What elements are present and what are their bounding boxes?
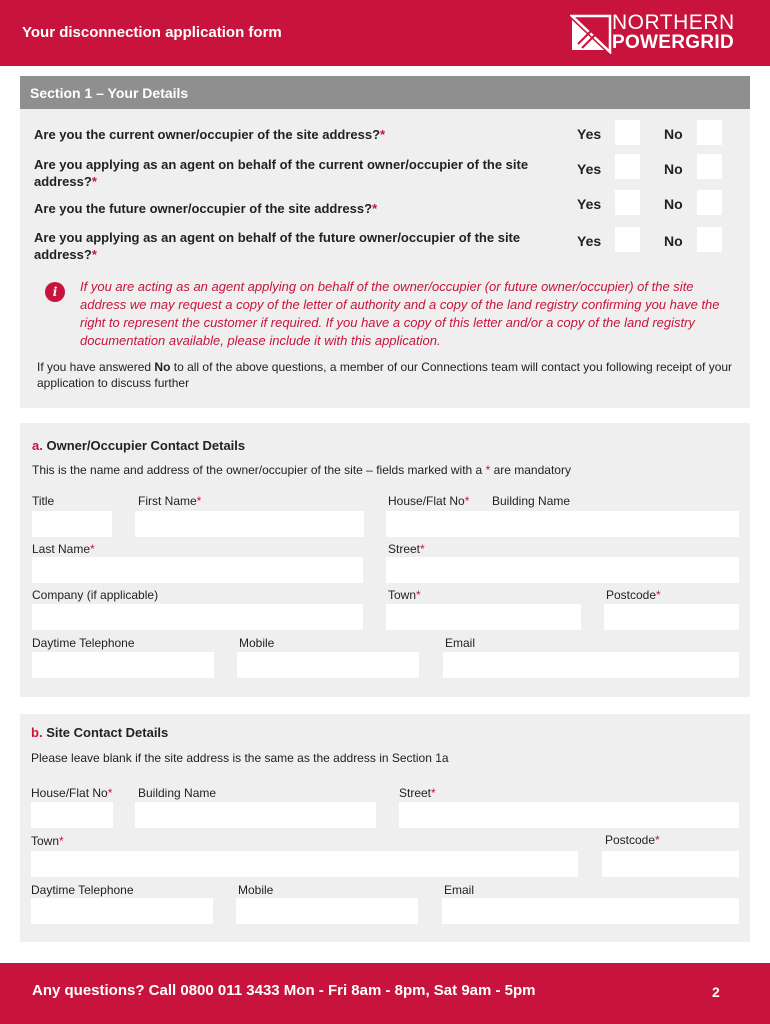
building-name-label: Building Name — [492, 494, 571, 508]
q4-no-checkbox[interactable] — [697, 227, 722, 252]
owner-title-input[interactable] — [32, 511, 112, 537]
owner-mobile-input[interactable] — [237, 652, 419, 678]
logo-mark-icon — [570, 14, 612, 54]
site-postcode-input[interactable] — [602, 851, 739, 877]
answered-no-note: If you have answered No to all of the above questions, a member of our Connections team will contact you following receipt of your application to discuss further — [37, 360, 733, 390]
owner-postcode-input[interactable] — [604, 604, 739, 630]
section-b-heading: b. Site Contact Details — [31, 725, 169, 740]
mobile-label: Mobile — [238, 883, 274, 897]
q2-yes-checkbox[interactable] — [615, 154, 640, 179]
question-3: Are you the future owner/occupier of the site address?* — [34, 201, 378, 216]
yes-label: Yes — [577, 126, 602, 142]
email-label: Email — [445, 636, 476, 650]
logo-line-1: NORTHERN — [612, 11, 735, 34]
no-label: No — [664, 126, 683, 142]
site-street-input[interactable] — [399, 802, 739, 828]
q3-yes-checkbox[interactable] — [615, 190, 640, 215]
owner-first-name-input[interactable] — [135, 511, 364, 537]
section-a-description: This is the name and address of the owner/occupier of the site – fields marked with a * are mandatory — [32, 463, 571, 477]
page-number: 2 — [712, 984, 720, 1000]
no-label: No — [664, 161, 683, 177]
company-label: Company (if applicable) — [32, 588, 159, 602]
owner-company-input[interactable] — [32, 604, 363, 630]
section-1-heading: Section 1 – Your Details — [20, 76, 750, 109]
last-name-label: Last Name* — [32, 542, 95, 556]
section-b-description: Please leave blank if the site address is the same as the address in Section 1a — [31, 751, 449, 765]
yes-label: Yes — [577, 161, 602, 177]
logo-line-2: POWERGRID — [612, 32, 734, 53]
street-label: Street* — [399, 786, 436, 800]
postcode-label: Postcode* — [605, 833, 660, 847]
yes-label: Yes — [577, 196, 602, 212]
question-1: Are you the current owner/occupier of the site address?* — [34, 127, 386, 142]
site-house-no-input[interactable] — [31, 802, 113, 828]
mobile-label: Mobile — [239, 636, 275, 650]
q4-yes-checkbox[interactable] — [615, 227, 640, 252]
owner-house-building-input[interactable] — [386, 511, 739, 537]
email-label: Email — [444, 883, 475, 897]
postcode-label: Postcode* — [606, 588, 661, 602]
yes-label: Yes — [577, 233, 602, 249]
site-town-input[interactable] — [31, 851, 578, 877]
question-2: Are you applying as an agent on behalf of the current owner/occupier of the site address?* — [34, 157, 529, 189]
site-daytime-telephone-input[interactable] — [31, 898, 213, 924]
q1-yes-checkbox[interactable] — [615, 120, 640, 145]
town-label: Town* — [31, 834, 64, 848]
question-4: Are you applying as an agent on behalf of the future owner/occupier of the site address?* — [34, 230, 521, 262]
q1-no-checkbox[interactable] — [697, 120, 722, 145]
no-label: No — [664, 233, 683, 249]
agent-info-text: If you are acting as an agent applying on behalf of the owner/occupier (or future owner/occupier) of the site address we may request a copy of the letter of authority and a copy of the land registry confirming you have the right to represent the customer if required. If you have a copy of this letter and/or a copy of the land registry documentation available, please include it with this application. — [80, 279, 720, 348]
daytime-telephone-label: Daytime Telephone — [32, 636, 135, 650]
owner-last-name-input[interactable] — [32, 557, 363, 583]
house-no-label: House/Flat No* — [31, 786, 113, 800]
street-label: Street* — [388, 542, 425, 556]
owner-daytime-telephone-input[interactable] — [32, 652, 214, 678]
house-no-label: House/Flat No* — [388, 494, 470, 508]
owner-street-input[interactable] — [386, 557, 739, 583]
section-a-heading: a. Owner/Occupier Contact Details — [32, 438, 246, 453]
q3-no-checkbox[interactable] — [697, 190, 722, 215]
no-label: No — [664, 196, 683, 212]
contact-phone-text: Any questions? Call 0800 011 3433 Mon - Fri 8am - 8pm, Sat 9am - 5pm — [32, 982, 536, 999]
building-name-label: Building Name — [138, 786, 217, 800]
info-icon: i — [45, 282, 65, 302]
daytime-telephone-label: Daytime Telephone — [31, 883, 134, 897]
site-building-name-input[interactable] — [135, 802, 376, 828]
northern-powergrid-logo — [570, 12, 750, 56]
site-mobile-input[interactable] — [236, 898, 418, 924]
owner-email-input[interactable] — [443, 652, 739, 678]
q2-no-checkbox[interactable] — [697, 154, 722, 179]
site-email-input[interactable] — [442, 898, 739, 924]
owner-town-input[interactable] — [386, 604, 581, 630]
title-label: Title — [32, 494, 55, 508]
first-name-label: First Name* — [138, 494, 202, 508]
form-title: Your disconnection application form — [22, 24, 282, 41]
town-label: Town* — [388, 588, 421, 602]
